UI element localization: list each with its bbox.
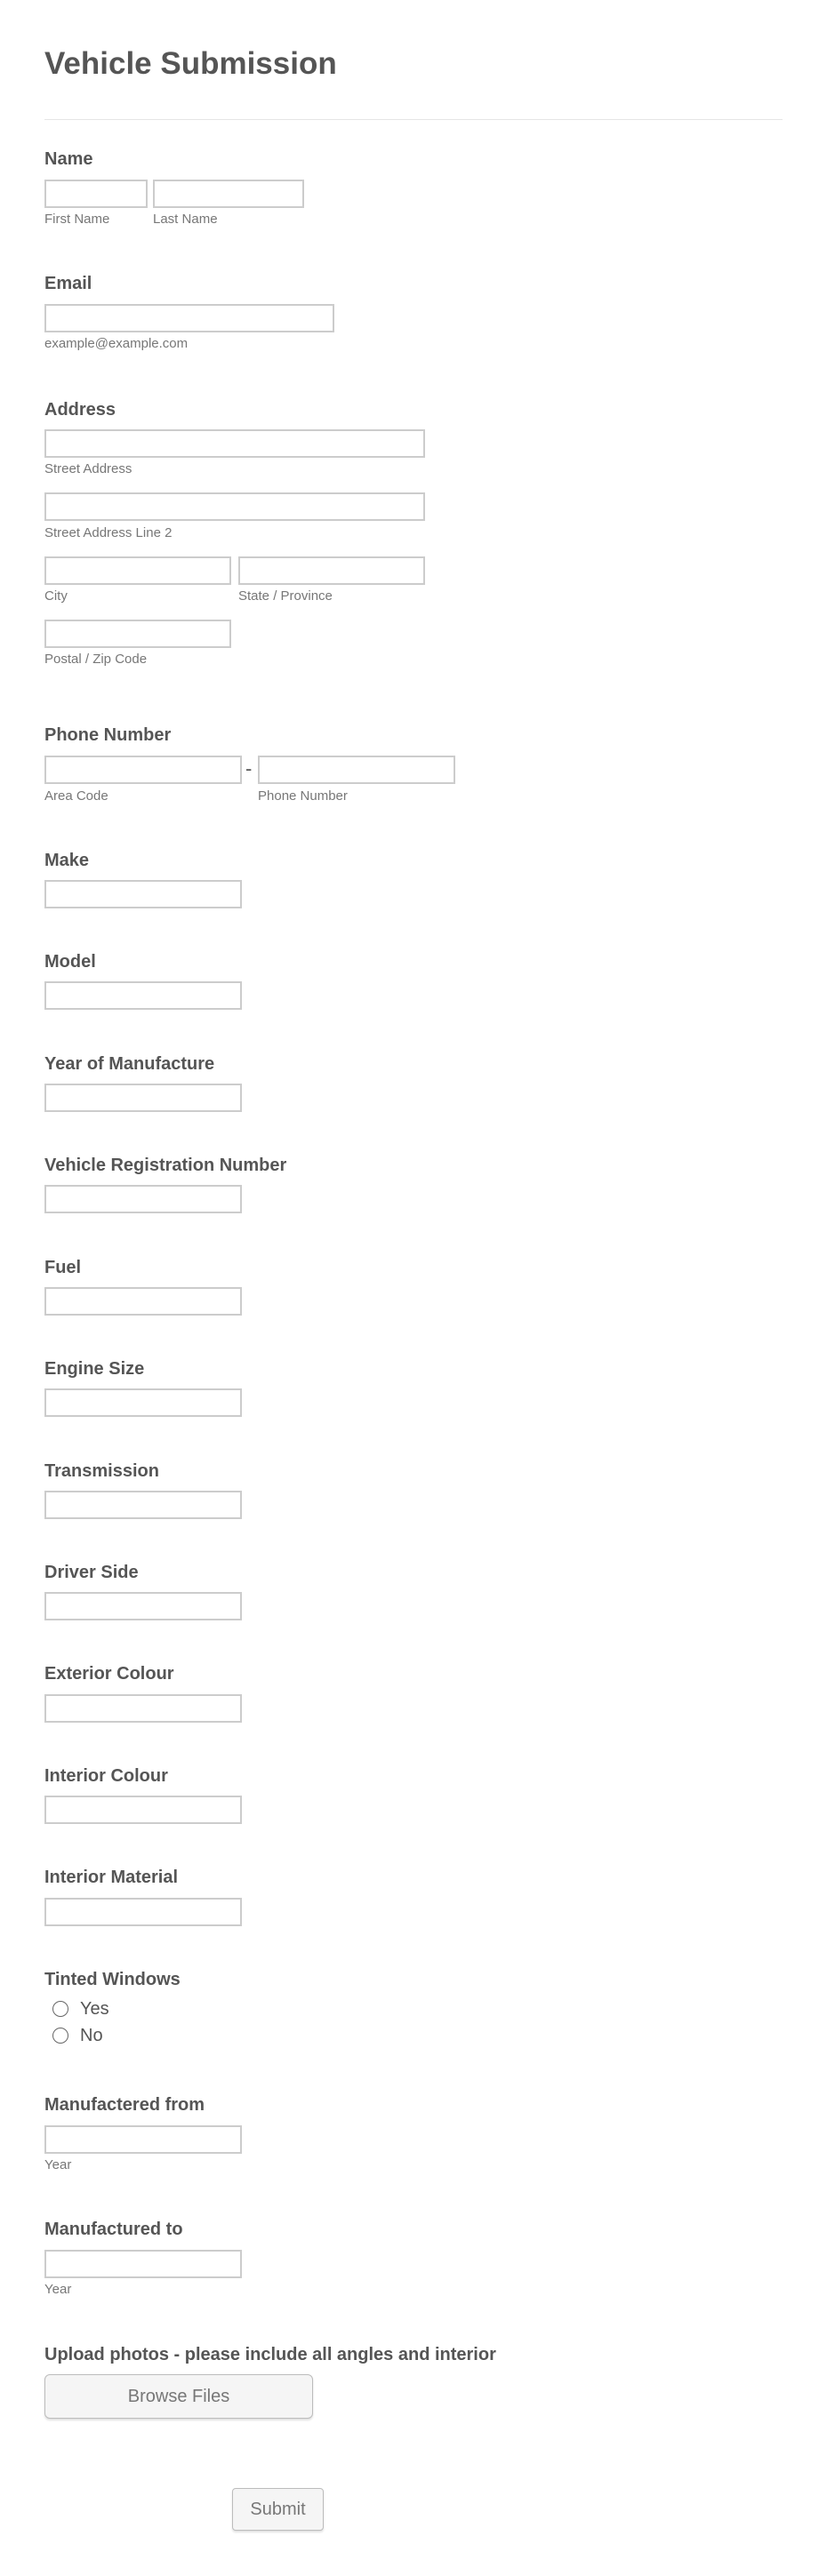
postal-code-sublabel: Postal / Zip Code: [44, 652, 148, 667]
page-title: Vehicle Submission: [44, 46, 337, 81]
year-label: Year of Manufacture: [44, 1054, 215, 1074]
manufactured-to-label: Manufactured to: [44, 2220, 183, 2239]
state-input[interactable]: [238, 556, 425, 585]
driver-side-label: Driver Side: [44, 1563, 139, 1582]
exterior-colour-label: Exterior Colour: [44, 1664, 174, 1684]
tinted-yes-radio[interactable]: [52, 2001, 68, 2017]
driver-side-input[interactable]: [44, 1592, 242, 1620]
registration-label: Vehicle Registration Number: [44, 1156, 287, 1175]
tinted-no-radio[interactable]: [52, 2028, 68, 2044]
phone-number-sublabel: Phone Number: [258, 788, 348, 804]
manufactured-to-input[interactable]: [44, 2250, 242, 2278]
interior-material-input[interactable]: [44, 1898, 242, 1926]
make-label: Make: [44, 851, 90, 870]
transmission-input[interactable]: [44, 1491, 242, 1519]
registration-input[interactable]: [44, 1185, 242, 1213]
interior-colour-label: Interior Colour: [44, 1766, 168, 1786]
city-sublabel: City: [44, 588, 68, 604]
submit-button[interactable]: Submit: [232, 2488, 324, 2531]
first-name-input[interactable]: [44, 180, 148, 208]
browse-files-button[interactable]: Browse Files: [44, 2374, 313, 2419]
interior-colour-input[interactable]: [44, 1796, 242, 1824]
phone-separator: -: [245, 757, 253, 780]
email-label: Email: [44, 274, 92, 293]
exterior-colour-input[interactable]: [44, 1694, 242, 1723]
manufactured-to-hint: Year: [44, 2282, 72, 2297]
phone-label: Phone Number: [44, 725, 172, 745]
area-code-input[interactable]: [44, 756, 242, 784]
address-label: Address: [44, 400, 116, 420]
upload-label: Upload photos - please include all angles and interior: [44, 2345, 496, 2364]
manufactured-from-hint: Year: [44, 2157, 72, 2172]
city-input[interactable]: [44, 556, 231, 585]
last-name-sublabel: Last Name: [153, 212, 218, 227]
manufactured-from-input[interactable]: [44, 2125, 242, 2154]
street-address-sublabel: Street Address: [44, 461, 132, 476]
title-divider: [44, 119, 783, 120]
model-label: Model: [44, 952, 96, 972]
street-address-line2-input[interactable]: [44, 492, 425, 521]
postal-code-input[interactable]: [44, 620, 231, 648]
name-label: Name: [44, 149, 93, 169]
make-input[interactable]: [44, 880, 242, 908]
year-input[interactable]: [44, 1084, 242, 1112]
email-hint: example@example.com: [44, 336, 189, 351]
last-name-input[interactable]: [153, 180, 304, 208]
state-sublabel: State / Province: [238, 588, 333, 604]
tinted-windows-label: Tinted Windows: [44, 1970, 181, 1989]
area-code-sublabel: Area Code: [44, 788, 108, 804]
tinted-no-label[interactable]: No: [80, 2026, 103, 2045]
engine-size-label: Engine Size: [44, 1359, 145, 1379]
tinted-yes-label[interactable]: Yes: [80, 1999, 109, 2019]
fuel-label: Fuel: [44, 1258, 82, 1277]
interior-material-label: Interior Material: [44, 1868, 179, 1887]
street-address-line2-sublabel: Street Address Line 2: [44, 525, 173, 540]
fuel-input[interactable]: [44, 1287, 242, 1316]
engine-size-input[interactable]: [44, 1388, 242, 1417]
transmission-label: Transmission: [44, 1461, 159, 1481]
model-input[interactable]: [44, 981, 242, 1010]
street-address-input[interactable]: [44, 429, 425, 458]
email-input[interactable]: [44, 304, 334, 332]
first-name-sublabel: First Name: [44, 212, 110, 227]
phone-number-input[interactable]: [258, 756, 455, 784]
manufactured-from-label: Manufactered from: [44, 2095, 205, 2115]
